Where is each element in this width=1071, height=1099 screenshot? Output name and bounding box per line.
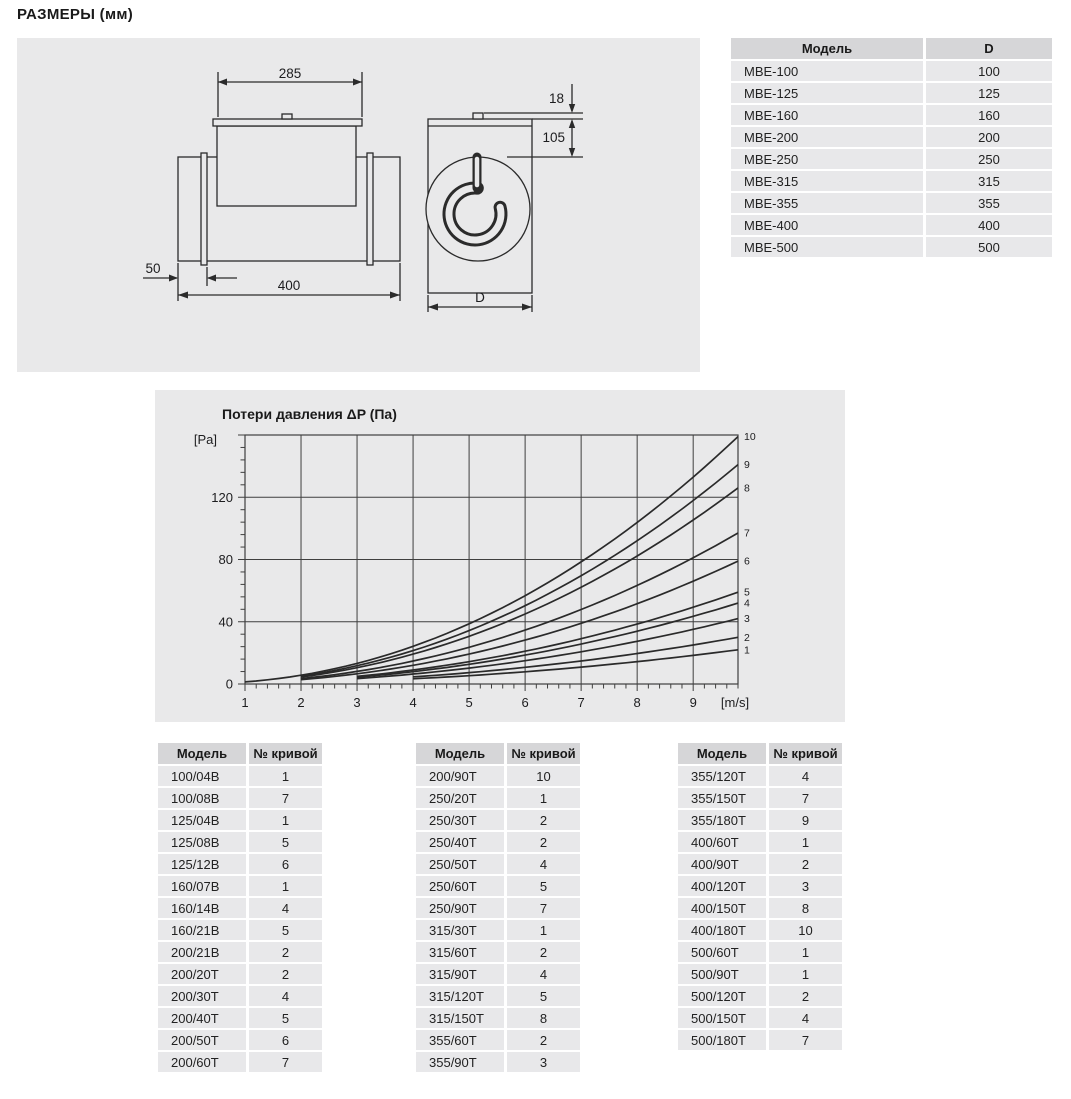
pressure-curve-2: [413, 637, 738, 677]
curve-label: 9: [744, 459, 750, 472]
model-cell: 200/60T: [158, 1052, 246, 1072]
table-row: [416, 942, 580, 962]
table-row: [158, 920, 322, 940]
model-cell: 315/90T: [416, 964, 504, 984]
value-cell: 5: [249, 832, 322, 852]
model-cell: 200/21B: [158, 942, 246, 962]
value-cell: 355: [926, 193, 1052, 213]
y-axis-unit: [Pa]: [193, 432, 217, 447]
value-cell: 1: [507, 788, 580, 808]
value-cell: 7: [249, 788, 322, 808]
model-cell: 500/150T: [678, 1008, 766, 1028]
table-row: [158, 788, 322, 808]
table-row: [678, 810, 842, 830]
curve-label: 2: [744, 631, 750, 644]
curve-label: 3: [744, 613, 750, 626]
value-cell: 1: [249, 876, 322, 896]
pressure-loss-chart-panel: [155, 390, 845, 722]
table-row: [158, 1052, 322, 1072]
model-cell: 250/40T: [416, 832, 504, 852]
value-cell: 200: [926, 127, 1052, 147]
curve-label: 8: [744, 482, 750, 495]
model-cell: 100/08B: [158, 788, 246, 808]
x-tick-label: 4: [409, 695, 417, 710]
model-cell: 125/04B: [158, 810, 246, 830]
dim-nub-height: 18: [548, 91, 564, 106]
column-header: Модель: [678, 743, 766, 764]
value-cell: 3: [769, 876, 842, 896]
pressure-curve-1: [413, 650, 738, 679]
model-cell: 250/60T: [416, 876, 504, 896]
table-row: [416, 810, 580, 830]
model-cell: 250/30T: [416, 810, 504, 830]
value-cell: 7: [769, 1030, 842, 1050]
column-header: Модель: [416, 743, 504, 764]
table-row: [416, 876, 580, 896]
table-row: [678, 920, 842, 940]
table-row: [158, 986, 322, 1006]
model-cell: 250/50T: [416, 854, 504, 874]
value-cell: 160: [926, 105, 1052, 125]
model-cell: 160/21B: [158, 920, 246, 940]
curve-label: 4: [744, 597, 750, 610]
table-row: [678, 832, 842, 852]
value-cell: 6: [249, 1030, 322, 1050]
table-row: [416, 854, 580, 874]
y-tick-label: 120: [211, 489, 233, 505]
value-cell: 7: [507, 898, 580, 918]
table-row: [731, 149, 1052, 169]
value-cell: 4: [249, 986, 322, 1006]
model-cell: 500/120T: [678, 986, 766, 1006]
model-cell: 355/180T: [678, 810, 766, 830]
value-cell: 4: [507, 964, 580, 984]
value-cell: 2: [249, 942, 322, 962]
model-cell: 315/120T: [416, 986, 504, 1006]
pressure-curve-9: [301, 465, 738, 677]
value-cell: 2: [769, 986, 842, 1006]
value-cell: 1: [769, 964, 842, 984]
table-row: [416, 964, 580, 984]
column-header: № кривой: [507, 743, 580, 764]
duct-heater-drawing: [17, 38, 700, 372]
x-tick-label: 2: [297, 695, 305, 710]
x-tick-label: 9: [689, 695, 697, 710]
value-cell: 315: [926, 171, 1052, 191]
dim-length: 400: [277, 278, 301, 293]
table-row: [678, 898, 842, 918]
curve-table-2: [413, 741, 583, 1074]
table-row: [158, 1030, 322, 1050]
y-tick-label: 0: [225, 676, 233, 692]
table-row: [731, 83, 1052, 103]
table-row: [731, 105, 1052, 125]
x-tick-label: 7: [577, 695, 585, 710]
curve-label: 7: [744, 527, 750, 540]
column-header: Модель: [731, 38, 923, 59]
model-cell: 355/60T: [416, 1030, 504, 1050]
dim-top-width: 285: [278, 66, 302, 81]
value-cell: 1: [769, 832, 842, 852]
model-cell: MBE-160: [731, 105, 923, 125]
value-cell: 100: [926, 61, 1052, 81]
model-cell: MBE-100: [731, 61, 923, 81]
dim-box-depth: 105: [542, 130, 565, 145]
model-cell: 315/30T: [416, 920, 504, 940]
table-row: [158, 810, 322, 830]
model-cell: 500/60T: [678, 942, 766, 962]
model-cell: MBE-315: [731, 171, 923, 191]
table-row: [678, 876, 842, 896]
x-tick-label: 3: [353, 695, 361, 710]
page-title: РАЗМЕРЫ (мм): [17, 6, 134, 23]
value-cell: 7: [249, 1052, 322, 1072]
value-cell: 2: [769, 854, 842, 874]
table-row: [678, 788, 842, 808]
value-cell: 3: [507, 1052, 580, 1072]
table-row: [158, 964, 322, 984]
model-cell: 200/40T: [158, 1008, 246, 1028]
model-cell: 315/60T: [416, 942, 504, 962]
table-row: [416, 1008, 580, 1028]
model-cell: 200/30T: [158, 986, 246, 1006]
table-row: [731, 171, 1052, 191]
table-row: [158, 876, 322, 896]
model-cell: 160/07B: [158, 876, 246, 896]
table-row: [416, 766, 580, 786]
value-cell: 500: [926, 237, 1052, 257]
table-row: [731, 61, 1052, 81]
table-row: [678, 854, 842, 874]
table-row: [678, 1008, 842, 1028]
model-cell: MBE-125: [731, 83, 923, 103]
curve-label: 6: [744, 555, 750, 568]
x-tick-label: 8: [633, 695, 641, 710]
value-cell: 400: [926, 215, 1052, 235]
x-axis-unit: [m/s]: [720, 695, 750, 710]
model-cell: 160/14B: [158, 898, 246, 918]
value-cell: 2: [507, 1030, 580, 1050]
model-cell: 315/150T: [416, 1008, 504, 1028]
model-cell: 400/180T: [678, 920, 766, 940]
model-cell: 250/90T: [416, 898, 504, 918]
table-row: [416, 986, 580, 1006]
model-cell: 100/04B: [158, 766, 246, 786]
chart-title: Потери давления ΔP (Па): [222, 406, 397, 422]
model-cell: MBE-500: [731, 237, 923, 257]
value-cell: 2: [507, 832, 580, 852]
table-row: [678, 1030, 842, 1050]
model-cell: 200/20T: [158, 964, 246, 984]
column-header: D: [926, 38, 1052, 59]
dim-diameter: D: [475, 290, 485, 305]
model-cell: 355/90T: [416, 1052, 504, 1072]
x-tick-label: 5: [465, 695, 473, 710]
value-cell: 6: [249, 854, 322, 874]
value-cell: 2: [507, 810, 580, 830]
table-row: [158, 942, 322, 962]
table-row: [731, 215, 1052, 235]
y-tick-label: 40: [218, 614, 233, 630]
pressure-curve-4: [357, 603, 738, 677]
table-row: [731, 237, 1052, 257]
table-row: [416, 1030, 580, 1050]
table-row: [678, 986, 842, 1006]
table-row: [416, 920, 580, 940]
value-cell: 1: [769, 942, 842, 962]
value-cell: 125: [926, 83, 1052, 103]
value-cell: 4: [249, 898, 322, 918]
value-cell: 8: [507, 1008, 580, 1028]
value-cell: 7: [769, 788, 842, 808]
curve-label: 1: [744, 644, 750, 657]
table-row: [731, 127, 1052, 147]
model-cell: 125/12B: [158, 854, 246, 874]
value-cell: 1: [249, 810, 322, 830]
model-cell: MBE-400: [731, 215, 923, 235]
value-cell: 250: [926, 149, 1052, 169]
value-cell: 4: [507, 854, 580, 874]
model-cell: MBE-250: [731, 149, 923, 169]
model-cell: MBE-355: [731, 193, 923, 213]
value-cell: 1: [249, 766, 322, 786]
curve-label: 10: [744, 431, 756, 444]
model-cell: MBE-200: [731, 127, 923, 147]
table-row: [416, 788, 580, 808]
model-cell: 355/150T: [678, 788, 766, 808]
x-tick-label: 1: [241, 695, 249, 710]
model-cell: 200/90T: [416, 766, 504, 786]
table-row: [416, 832, 580, 852]
table-row: [678, 766, 842, 786]
value-cell: 5: [507, 876, 580, 896]
value-cell: 2: [507, 942, 580, 962]
dim-collar-offset: 50: [145, 261, 161, 276]
model-cell: 400/150T: [678, 898, 766, 918]
pressure-loss-chart: [155, 390, 845, 722]
x-tick-label: 6: [521, 695, 529, 710]
table-row: [416, 1052, 580, 1072]
size-table: [728, 36, 1055, 259]
table-row: [158, 766, 322, 786]
table-row: [158, 898, 322, 918]
table-row: [678, 964, 842, 984]
y-tick-label: 80: [218, 552, 233, 567]
table-row: [158, 854, 322, 874]
value-cell: 9: [769, 810, 842, 830]
model-cell: 355/120T: [678, 766, 766, 786]
dimensions-drawing-panel: [17, 38, 700, 372]
model-cell: 400/90T: [678, 854, 766, 874]
model-cell: 500/180T: [678, 1030, 766, 1050]
value-cell: 10: [507, 766, 580, 786]
column-header: № кривой: [249, 743, 322, 764]
value-cell: 5: [507, 986, 580, 1006]
value-cell: 10: [769, 920, 842, 940]
curve-table-1: [155, 741, 325, 1074]
value-cell: 2: [249, 964, 322, 984]
model-cell: 200/50T: [158, 1030, 246, 1050]
model-cell: 500/90T: [678, 964, 766, 984]
value-cell: 4: [769, 766, 842, 786]
value-cell: 1: [507, 920, 580, 940]
value-cell: 5: [249, 1008, 322, 1028]
column-header: Модель: [158, 743, 246, 764]
table-row: [731, 193, 1052, 213]
value-cell: 5: [249, 920, 322, 940]
curve-table-3: [675, 741, 845, 1052]
table-row: [678, 942, 842, 962]
table-row: [158, 1008, 322, 1028]
value-cell: 4: [769, 1008, 842, 1028]
model-cell: 250/20T: [416, 788, 504, 808]
table-row: [158, 832, 322, 852]
curve-label: 5: [744, 586, 750, 599]
column-header: № кривой: [769, 743, 842, 764]
table-row: [416, 898, 580, 918]
model-cell: 400/60T: [678, 832, 766, 852]
value-cell: 8: [769, 898, 842, 918]
model-cell: 125/08B: [158, 832, 246, 852]
model-cell: 400/120T: [678, 876, 766, 896]
